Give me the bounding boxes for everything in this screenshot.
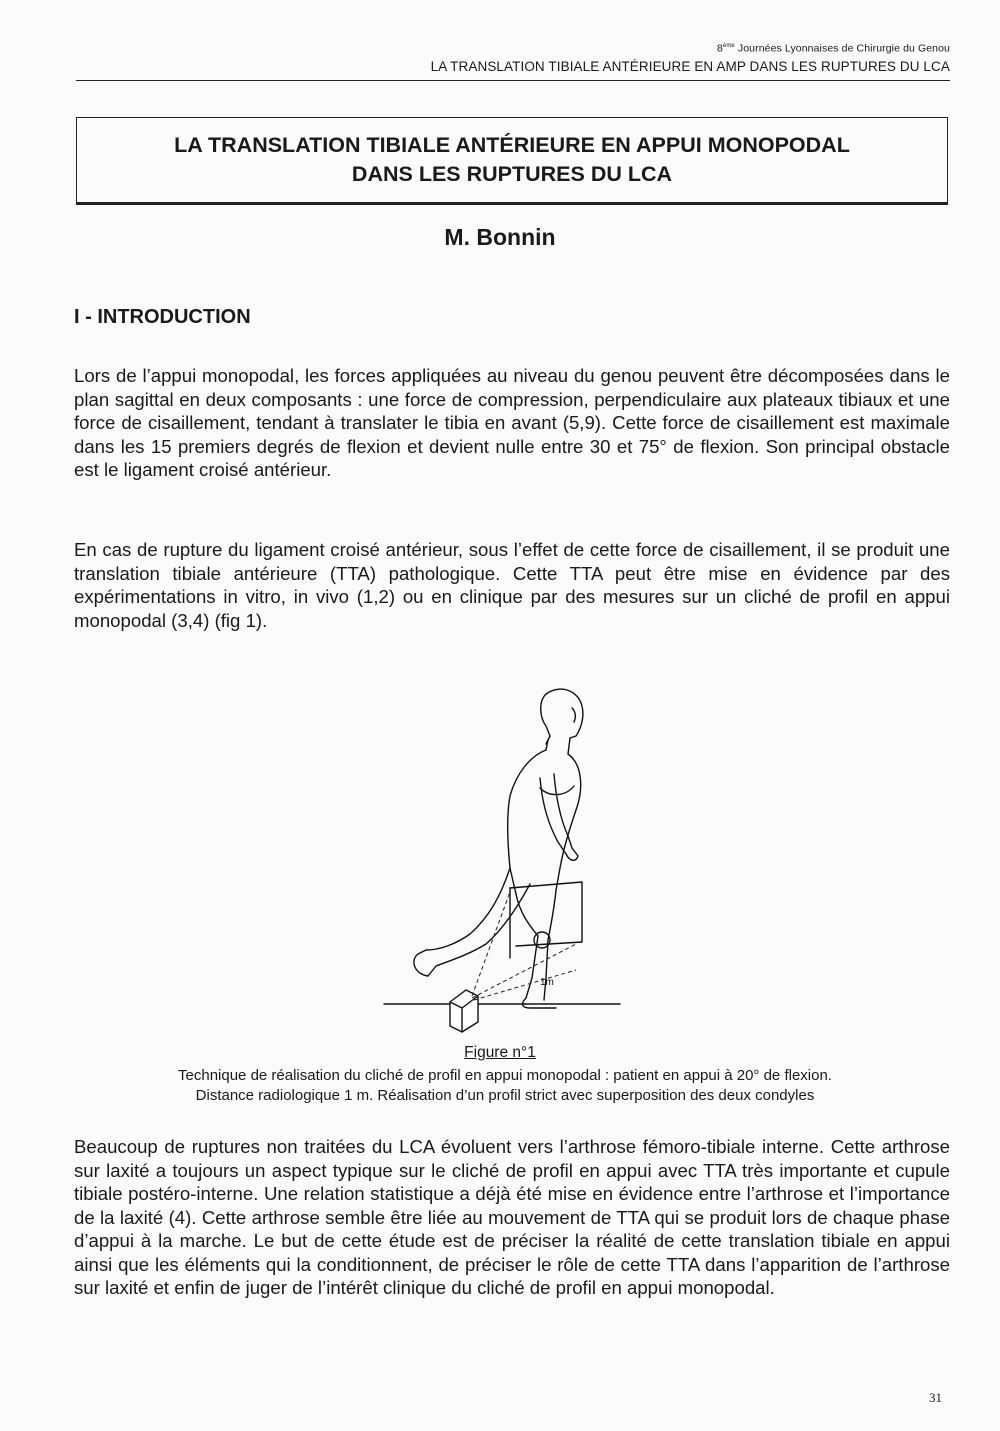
xray-beam-upper xyxy=(472,892,510,996)
section-heading: I - INTRODUCTION xyxy=(74,306,251,328)
figure-caption-line-2: Distance radiologique 1 m. Réalisation d’un profil strict avec superposition des deux condyles xyxy=(195,1086,815,1104)
distance-label: 1m xyxy=(540,977,554,988)
header-rule xyxy=(76,80,950,81)
paragraph-1: Lors de l’appui monopodal, les forces appliquées au niveau du genou peuvent être décomposées dans le plan sagittal en deux composants : une force de compression, perpendiculaire aux plateaux tibiaux et une force de cisaillement, tendant à translater le tibia en avant (5,9). Cette force de cisaillement est maximale dans les 15 premiers degrés de flexion et devient nulle entre 30 et 75° de flexion. Son principal obstacle est le ligament croisé antérieur. xyxy=(74,365,950,480)
figure-torso xyxy=(508,750,546,894)
running-title: LA TRANSLATION TIBIALE ANTÉRIEURE EN AMP DANS LES RUPTURES DU LCA xyxy=(430,58,950,74)
figure-back-leg xyxy=(418,868,510,954)
title-line-2: DANS LES RUPTURES DU LCA xyxy=(351,162,673,186)
xray-beam-lower xyxy=(474,970,576,1000)
title-line-1: LA TRANSLATION TIBIALE ANTÉRIEURE EN APPUI MONOPODAL xyxy=(174,133,850,157)
title-box xyxy=(76,117,948,205)
author: M. Bonnin xyxy=(444,224,556,250)
running-header xyxy=(431,38,950,75)
page-number: 31 xyxy=(929,1390,942,1405)
paragraph-3: Beaucoup de ruptures non traitées du LCA évoluent vers l’arthrose fémoro-tibiale interne. Cette arthrose sur laxité a toujours un aspect typique sur le cliché de profil en appui avec TTA très importante et cupule tibiale postéro-interne. Une relation statistique a déjà été mise en évidence entre l’arthrose et l’importance de la laxité (4). Cette arthrose semble être liée au mouvement de TTA qui se produit lors de chaque phase d’appui à la marche. Le but de cette étude est de préciser la réalité de cette translation tibiale en appui ainsi que les éléments qui la conditionnent, de préciser le rôle de cette TTA dans l’apparition de l’arthrose sur laxité et enfin de juger de l’intérêt clinique du cliché de profil en appui monopodal. xyxy=(74,1136,950,1298)
figure-caption xyxy=(60,1066,950,1105)
xray-tube xyxy=(450,990,478,1032)
paragraph-2: En cas de rupture du ligament croisé antérieur, sous l’effet de cette force de cisaillement, il se produit une translation tibiale antérieure (TTA) pathologique. Cette TTA peut être mise en évidence par des expérimentations in vitro, in vivo (1,2) ou en clinique par des mesures sur un cliché de profil en appui monopodal (3,4) (fig 1). xyxy=(74,539,950,631)
figure-head xyxy=(546,689,583,738)
figure-title: Figure n°1 xyxy=(464,1044,536,1061)
figure-caption-line-1: Technique de réalisation du cliché de profil en appui monopodal : patient en appui à 20° de flexion. xyxy=(178,1067,832,1084)
xray-beam-middle xyxy=(472,944,576,998)
film-cassette xyxy=(510,882,582,946)
figure-arm xyxy=(554,774,572,848)
conference-name: 8ème Journées Lyonnaises de Chirurgie du Genou xyxy=(716,42,950,55)
figure-illustration xyxy=(370,678,630,1034)
